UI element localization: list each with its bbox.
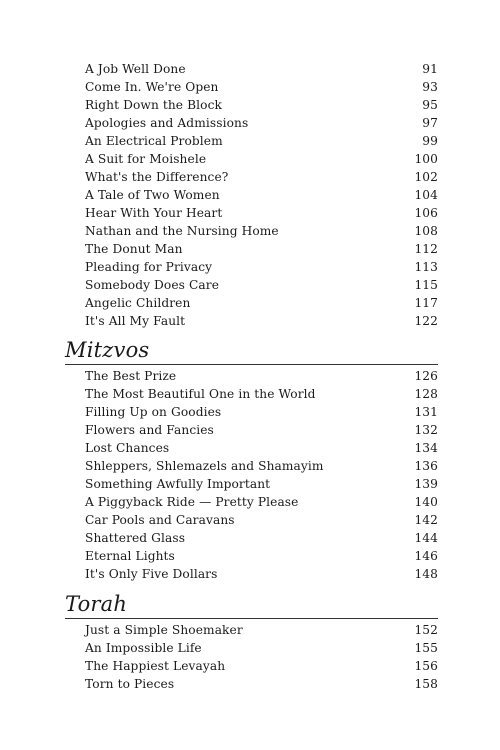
entry-page-number: 117: [414, 296, 438, 310]
entry-title: A Tale of Two Women: [85, 188, 220, 202]
entry-title: Filling Up on Goodies: [85, 405, 222, 419]
section-divider: [65, 364, 438, 365]
toc-entry: [85, 457, 438, 475]
toc-entry: [85, 565, 438, 583]
entry-title: A Suit for Moishele: [85, 152, 207, 166]
entry-page-number: 106: [414, 206, 438, 220]
entry-title: Eternal Lights: [85, 549, 175, 563]
entry-page-number: 136: [414, 459, 438, 473]
entry-page-number: 93: [422, 80, 438, 94]
toc-entry: [85, 60, 438, 78]
toc-entry: [85, 367, 438, 385]
toc-entry: [85, 168, 438, 186]
entry-page-number: 113: [414, 260, 438, 274]
section-heading-torah: Torah: [65, 592, 128, 616]
toc-entry: [85, 114, 438, 132]
toc-entry: [85, 385, 438, 403]
entry-page-number: 152: [414, 623, 438, 637]
entry-page-number: 128: [414, 387, 438, 401]
toc-entry: [85, 511, 438, 529]
entry-page-number: 146: [414, 549, 438, 563]
toc-entry: [85, 421, 438, 439]
entry-page-number: 156: [414, 659, 438, 673]
toc-entry: [85, 78, 438, 96]
entry-page-number: 91: [422, 62, 438, 76]
entry-page-number: 132: [414, 423, 438, 437]
entry-title: The Happiest Levayah: [85, 659, 226, 673]
entry-page-number: 134: [414, 441, 438, 455]
entry-title: Flowers and Fancies: [85, 423, 214, 437]
toc-entry: [85, 547, 438, 565]
entry-page-number: 100: [414, 152, 438, 166]
entry-page-number: 115: [414, 278, 438, 292]
entry-page-number: 99: [422, 134, 438, 148]
entry-page-number: 112: [414, 242, 438, 256]
entry-page-number: 95: [422, 98, 438, 112]
entry-page-number: 142: [414, 513, 438, 527]
entry-page-number: 97: [422, 116, 438, 130]
toc-entry: [85, 475, 438, 493]
entry-page-number: 139: [414, 477, 438, 491]
toc-entry: [85, 294, 438, 312]
toc-entry: [85, 222, 438, 240]
entry-page-number: 122: [414, 314, 438, 328]
entry-title: Nathan and the Nursing Home: [85, 224, 279, 238]
entry-title: Shleppers, Shlemazels and Shamayim: [85, 459, 324, 473]
toc-entry: [85, 276, 438, 294]
entry-title: Just a Simple Shoemaker: [85, 623, 243, 637]
entry-title: A Job Well Done: [85, 62, 186, 76]
toc-section-mitzvos: [85, 367, 438, 583]
entry-title: Come In. We're Open: [85, 80, 219, 94]
entry-title: Angelic Children: [85, 296, 191, 310]
entry-title: Lost Chances: [85, 441, 170, 455]
toc-entry: [85, 240, 438, 258]
entry-title: Somebody Does Care: [85, 278, 220, 292]
toc-entry: [85, 657, 438, 675]
toc-entry: [85, 96, 438, 114]
toc-entry: [85, 312, 438, 330]
toc-entry: [85, 258, 438, 276]
entry-title: Torn to Pieces: [85, 677, 175, 691]
entry-title: Something Awfully Important: [85, 477, 271, 491]
entry-title: It's All My Fault: [85, 314, 186, 328]
entry-title: Car Pools and Caravans: [85, 513, 235, 527]
toc-entry: [85, 150, 438, 168]
toc-section-continued: [85, 60, 438, 330]
entry-page-number: 148: [414, 567, 438, 581]
entry-title: An Impossible Life: [85, 641, 202, 655]
entry-title: The Best Prize: [85, 369, 177, 383]
entry-page-number: 126: [414, 369, 438, 383]
toc-entry: [85, 639, 438, 657]
toc-entry: [85, 403, 438, 421]
entry-page-number: 140: [414, 495, 438, 509]
entry-page-number: 144: [414, 531, 438, 545]
entry-page-number: 108: [414, 224, 438, 238]
toc-entry: [85, 529, 438, 547]
toc-entry: [85, 675, 438, 693]
toc-section-torah: [85, 621, 438, 693]
entry-page-number: 104: [414, 188, 438, 202]
entry-title: What's the Difference?: [85, 170, 229, 184]
entry-title: A Piggyback Ride — Pretty Please: [85, 495, 299, 509]
section-heading-mitzvos: Mitzvos: [65, 338, 150, 362]
entry-page-number: 155: [414, 641, 438, 655]
toc-entry: [85, 439, 438, 457]
entry-title: Shattered Glass: [85, 531, 186, 545]
toc-entry: [85, 493, 438, 511]
entry-title: Hear With Your Heart: [85, 206, 223, 220]
entry-title: Right Down the Block: [85, 98, 222, 112]
entry-page-number: 131: [414, 405, 438, 419]
section-divider: [65, 618, 438, 619]
toc-entry: [85, 621, 438, 639]
toc-entry: [85, 186, 438, 204]
entry-title: The Most Beautiful One in the World: [85, 387, 316, 401]
entry-title: It's Only Five Dollars: [85, 567, 218, 581]
entry-title: The Donut Man: [85, 242, 183, 256]
entry-title: An Electrical Problem: [85, 134, 223, 148]
entry-title: Pleading for Privacy: [85, 260, 213, 274]
entry-title: Apologies and Admissions: [85, 116, 249, 130]
toc-entry: [85, 132, 438, 150]
entry-page-number: 102: [414, 170, 438, 184]
entry-page-number: 158: [414, 677, 438, 691]
toc-entry: [85, 204, 438, 222]
